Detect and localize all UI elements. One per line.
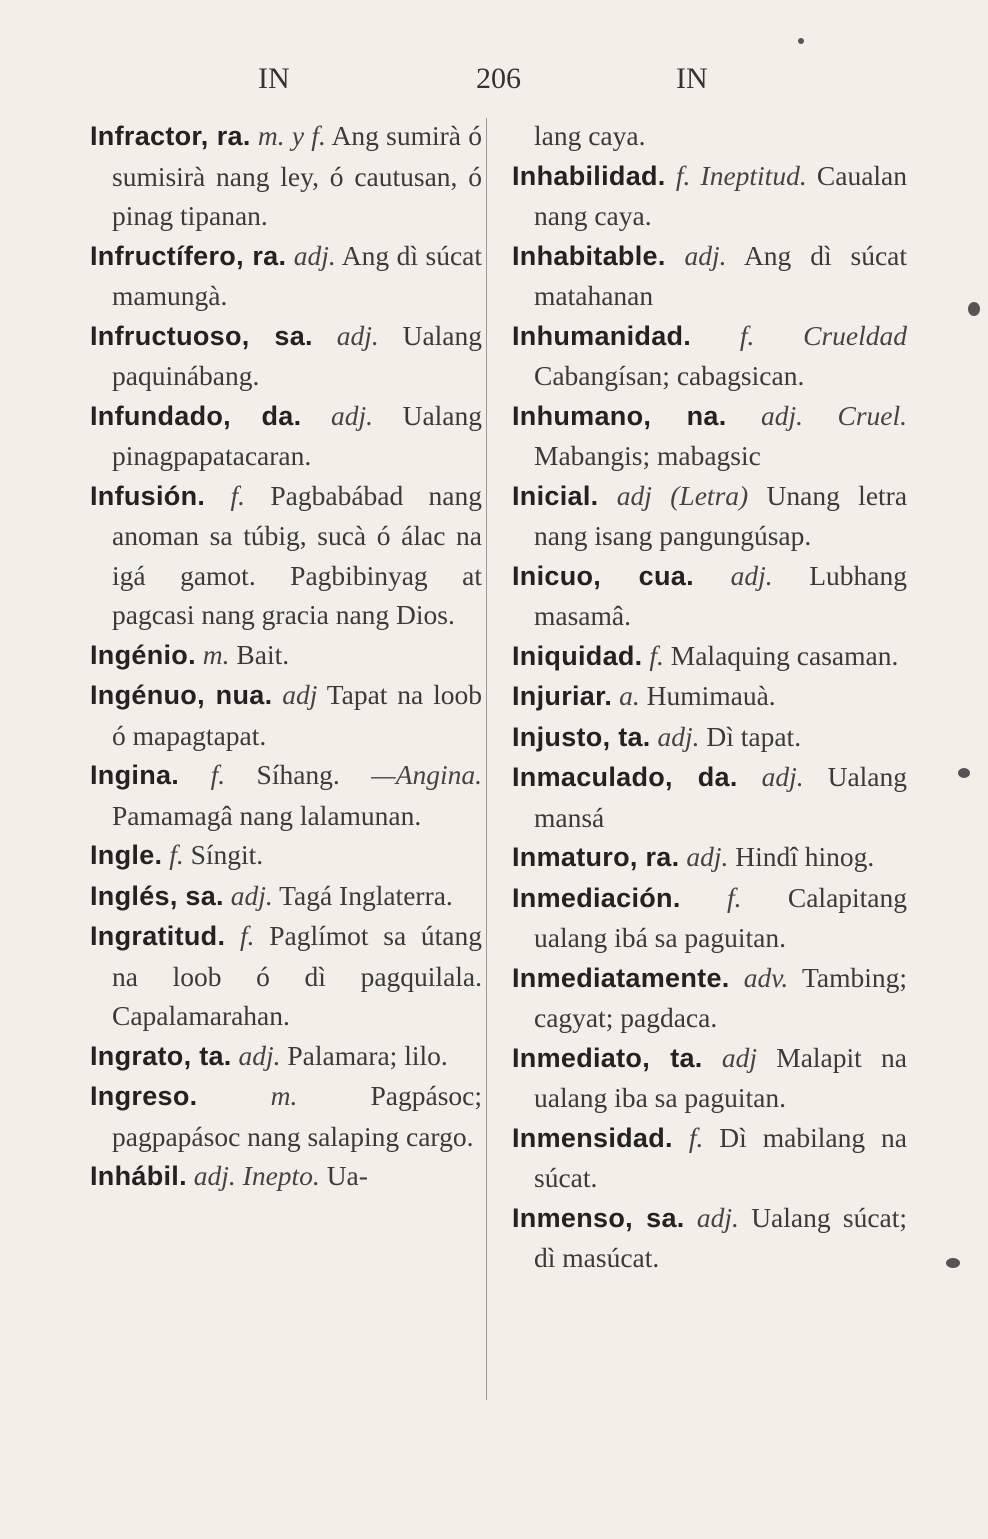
grammar-abbr: a. [619,680,640,711]
dictionary-entry [512,236,907,316]
headword: Infusión. [90,480,206,511]
headword: Ingénuo, nua. [90,680,273,710]
headword: Inhabitable. [512,240,666,271]
dictionary-entry [512,717,907,758]
page-header [0,62,988,102]
definition: Ualang pinagpapatacaran. [112,399,483,471]
synonym-abbr: Inepto. [242,1160,320,1191]
grammar-abbr: adj. [193,1160,236,1191]
headword: Injusto, ta. [512,721,651,752]
definition: Ang dì súcat matahanan [534,239,907,311]
headword: Inhumanidad. [512,320,692,351]
headword: Inmaturo, ra. [512,842,680,872]
dictionary-entry [90,755,482,835]
synonym-abbr: —Angina. [371,759,483,790]
dictionary-entry [90,476,482,635]
grammar-abbr: m. [202,638,230,670]
dictionary-entry [512,556,907,636]
headword: Inmenso, sa. [512,1202,685,1233]
definition: Ua- [326,1160,368,1191]
headword: Inglés, sa. [90,880,224,911]
definition: Paglímot sa útang na loob ó dì pagquilala. Capalamarahan. [112,920,482,1031]
definition: Síngit. [190,839,264,870]
definition: Síhang. [256,759,340,790]
grammar-abbr: adj. [730,559,773,591]
dictionary-entry [512,316,907,396]
headword: Ingina. [90,760,180,790]
dictionary-entry [512,757,907,837]
dictionary-entry [90,876,482,917]
headword: Ingreso. [90,1081,198,1111]
headword: Inmensidad. [512,1122,673,1153]
grammar-abbr: adj. [330,399,373,431]
grammar-abbr: f. [210,759,226,790]
grammar-abbr: adj [616,479,652,511]
definition: Ang sumirà ó sumisirà nang ley, ó cautusan, ó pinag tipanan. [112,120,483,231]
dictionary-entry [90,116,482,236]
grammar-abbr: f. [675,159,691,191]
definition: Bait. [236,638,290,670]
headword: Infundado, da. [90,400,302,431]
headword: Ingénio. [90,639,196,670]
definition: Dì tapat. [706,720,802,752]
grammar-abbr: f. [739,319,755,351]
entry-continuation: lang caya. [534,120,646,151]
definition: Unang letra nang isang pangungúsap. [534,479,908,551]
column-divider [486,118,487,1400]
dictionary-entry [90,916,482,1036]
grammar-abbr: f. [169,839,184,870]
headword: Infructuoso, sa. [90,320,313,351]
definition: Caualan nang caya. [534,159,908,231]
grammar-abbr: f. [727,881,742,913]
grammar-abbr: adj. [761,399,804,431]
definition: Lubhang masamâ. [534,559,907,631]
grammar-abbr: adj. [336,319,379,351]
dictionary-entry [512,636,907,677]
dictionary-entry [90,1036,482,1077]
definition: Pamamagâ nang lalamunan. [112,799,422,831]
headword: Inhabilidad. [512,160,666,191]
headword: Ingratitud. [90,921,226,951]
headword: Iniquidad. [512,640,643,671]
headword: Inhumano, na. [512,400,727,431]
definition: Palamara; lilo. [287,1039,448,1071]
dictionary-entry [512,116,907,156]
ink-speck [968,302,980,316]
headword: Injuriar. [512,681,613,711]
grammar-abbr: adj. [230,879,273,911]
definition: Tagá Inglaterra. [279,879,453,911]
dictionary-entry [512,837,907,878]
definition: Tambing; cagyat; pagdaca. [534,961,907,1033]
headword: Infructífero, ra. [90,240,287,271]
ink-speck [946,1258,960,1268]
definition: Mabangis; mabagsic [534,440,761,471]
grammar-abbr: adj. [686,841,729,872]
dictionary-entry [512,1038,907,1118]
definition: Ualang súcat; dì masúcat. [534,1201,908,1273]
headword: Inicuo, cua. [512,560,694,591]
definition: Malapit na ualang iba sa paguitan. [534,1041,907,1113]
grammar-abbr: m. [270,1080,298,1111]
definition: Calapitang ualang ibá sa paguitan. [534,881,908,953]
dictionary-entry [512,958,907,1038]
dictionary-entry [90,835,482,876]
dictionary-entry [512,476,907,556]
right-column [512,116,907,1278]
definition: Ualang paquinábang. [112,319,483,391]
definition: Dì mabilang na súcat. [534,1121,908,1193]
definition: Pagpásoc; pagpapásoc nang salaping cargo. [112,1080,482,1152]
headword: Inmediación. [512,882,681,913]
dictionary-entry [512,878,907,958]
page-number: 206 [476,62,521,95]
header-left-guide-word: IN [258,62,290,95]
grammar-abbr: adj [721,1041,757,1073]
headword: Inicial. [512,480,599,511]
grammar-abbr: f. [649,639,664,671]
left-column [90,116,482,1197]
dictionary-entry [90,236,482,316]
headword: Infractor, ra. [90,121,251,151]
definition: Malaquing casaman. [670,639,899,671]
grammar-abbr: adj. [238,1039,281,1071]
grammar-abbr: m. y f. [257,120,326,151]
grammar-abbr: adj. [293,239,336,271]
definition: Tapat na loob ó mapagtapat. [112,679,482,751]
ink-speck [958,768,970,778]
synonym-abbr: Crueldad [803,319,908,351]
header-right-guide-word: IN [676,62,708,95]
dictionary-entry [90,1156,482,1197]
dictionary-entry [90,316,482,396]
synonym-abbr: Ineptitud. [700,159,807,191]
definition: Ang dì súcat mamungà. [112,239,482,311]
headword: Ingle. [90,840,163,870]
grammar-abbr: adj. [684,239,727,271]
definition: Cabangísan; cabagsican. [534,360,805,391]
dictionary-entry [90,1076,482,1156]
headword: Inmediatamente. [512,962,730,993]
grammar-abbr: adv. [743,961,789,993]
headword: Inmediato, ta. [512,1042,703,1073]
dictionary-entry [90,396,482,476]
dictionary-entry [512,1118,907,1198]
dictionary-entry [512,396,907,476]
ink-speck [798,38,804,44]
synonym-abbr: (Letra) [670,479,749,511]
grammar-abbr: adj. [657,720,700,752]
dictionary-entry [512,676,907,717]
definition: Hindî hinog. [735,841,875,872]
grammar-abbr: f. [240,920,255,951]
grammar-abbr: f. [688,1121,704,1153]
dictionary-entry [90,675,482,755]
dictionary-entry [512,156,907,236]
dictionary-entry [90,635,482,676]
dictionary-entry [512,1198,907,1278]
synonym-abbr: Cruel. [837,399,908,431]
headword: Ingrato, ta. [90,1040,232,1071]
headword: Inhábil. [90,1161,187,1191]
grammar-abbr: adj. [761,761,804,792]
grammar-abbr: adj. [696,1201,739,1233]
definition: Ualang mansá [534,761,908,833]
headword: Inmaculado, da. [512,762,738,792]
grammar-abbr: f. [230,479,246,511]
grammar-abbr: adj [282,679,318,710]
definition: Humimauà. [646,680,776,711]
definition: Pagbabábad nang anoman sa túbig, sucà ó álac na igá gamot. Pagbibinyag at pagcasi nang gracia nang Dios. [112,479,483,630]
